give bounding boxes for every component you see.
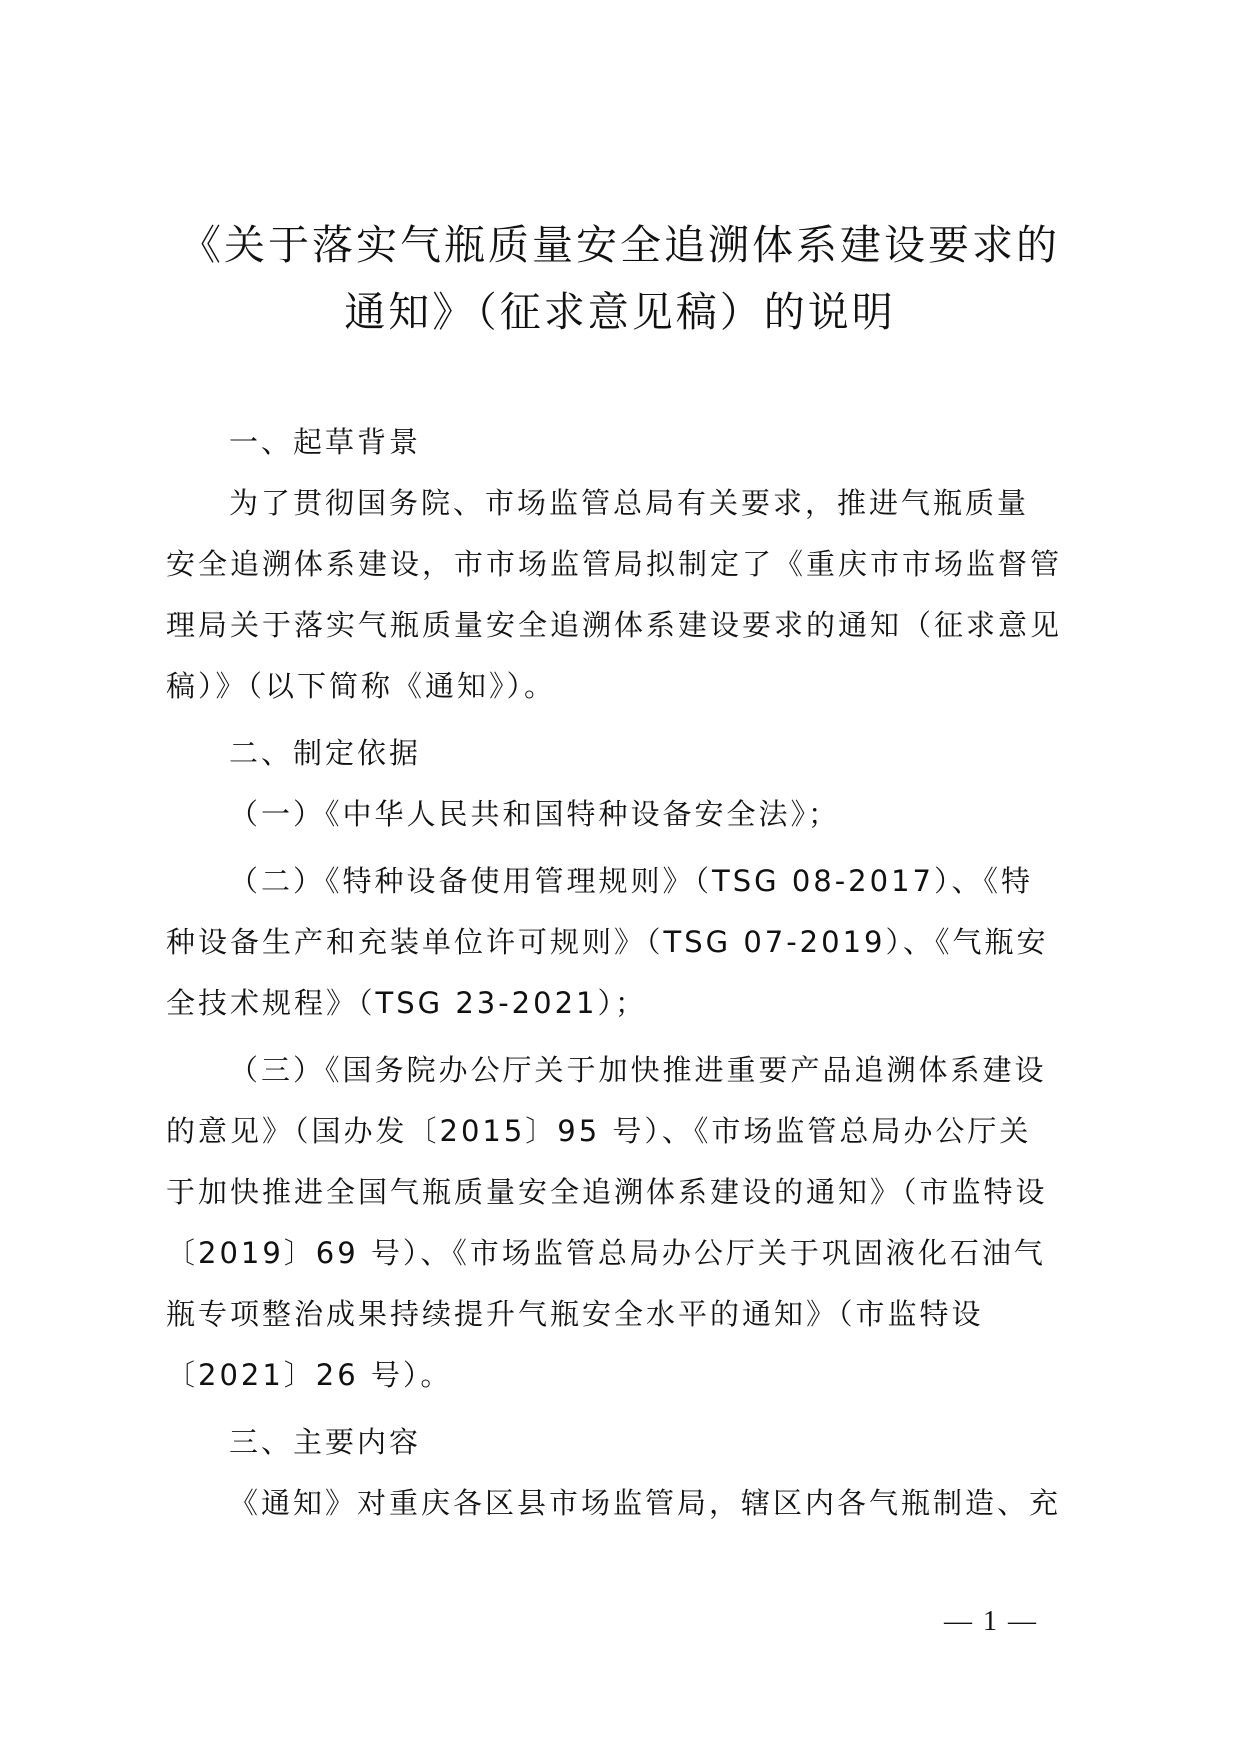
basis-item-1 bbox=[166, 784, 1076, 845]
document-title bbox=[160, 212, 1080, 346]
paragraph-line: 《通知》对重庆各区县市场监管局，辖区内各气瓶制造、充 bbox=[229, 1486, 1062, 1520]
section-heading-background: 一、起草背景 bbox=[229, 425, 422, 459]
title-line-1: 《关于落实气瓶质量安全追溯体系建设要求的 bbox=[180, 221, 1060, 269]
paragraph-line: （一）《中华人民共和国特种设备安全法》； bbox=[229, 797, 841, 831]
paragraph-line: （三）《国务院办公厅关于加快推进重要产品追溯体系建设 bbox=[229, 1053, 1047, 1087]
basis-item-3 bbox=[166, 1040, 1076, 1406]
section-heading-basis: 二、制定依据 bbox=[229, 736, 422, 770]
paragraph-background bbox=[166, 473, 1076, 717]
paragraph-line: 种设备生产和充装单位许可规则》（TSG 07-2019）、《气瓶安 bbox=[166, 925, 1049, 959]
paragraph-line: 〔2019〕69 号）、《市场监管总局办公厅关于巩固液化石油气 bbox=[166, 1236, 1046, 1270]
section-heading-content: 三、主要内容 bbox=[229, 1425, 422, 1459]
document-body bbox=[166, 412, 1076, 1534]
page-number: — 1 — bbox=[944, 1606, 1038, 1637]
paragraph-line: 安全追溯体系建设，市市场监管局拟制定了《重庆市市场监督管 bbox=[166, 547, 1063, 581]
paragraph-content bbox=[166, 1473, 1076, 1534]
paragraph-line: 的意见》（国办发〔2015〕95 号）、《市场监管总局办公厅关 bbox=[166, 1114, 1032, 1148]
paragraph-line: 为了贯彻国务院、市场监管总局有关要求，推进气瓶质量 bbox=[229, 486, 1030, 520]
paragraph-line: 瓶专项整治成果持续提升气瓶安全水平的通知》（市监特设 bbox=[166, 1297, 984, 1331]
title-line-2: 通知》（征求意见稿）的说明 bbox=[344, 288, 896, 336]
paragraph-line: 理局关于落实气瓶质量安全追溯体系建设要求的通知（征求意见 bbox=[166, 608, 1063, 642]
paragraph-line: 于加快推进全国气瓶质量安全追溯体系建设的通知》（市监特设 bbox=[166, 1175, 1048, 1209]
paragraph-line: 全技术规程》（TSG 23-2021）； bbox=[166, 986, 647, 1020]
paragraph-line: （二）《特种设备使用管理规则》（TSG 08-2017）、《特 bbox=[229, 864, 1033, 898]
basis-item-2 bbox=[166, 851, 1076, 1034]
paragraph-line: 〔2021〕26 号）。 bbox=[166, 1358, 453, 1392]
paragraph-line: 稿）》（以下简称《通知》）。 bbox=[166, 669, 557, 703]
